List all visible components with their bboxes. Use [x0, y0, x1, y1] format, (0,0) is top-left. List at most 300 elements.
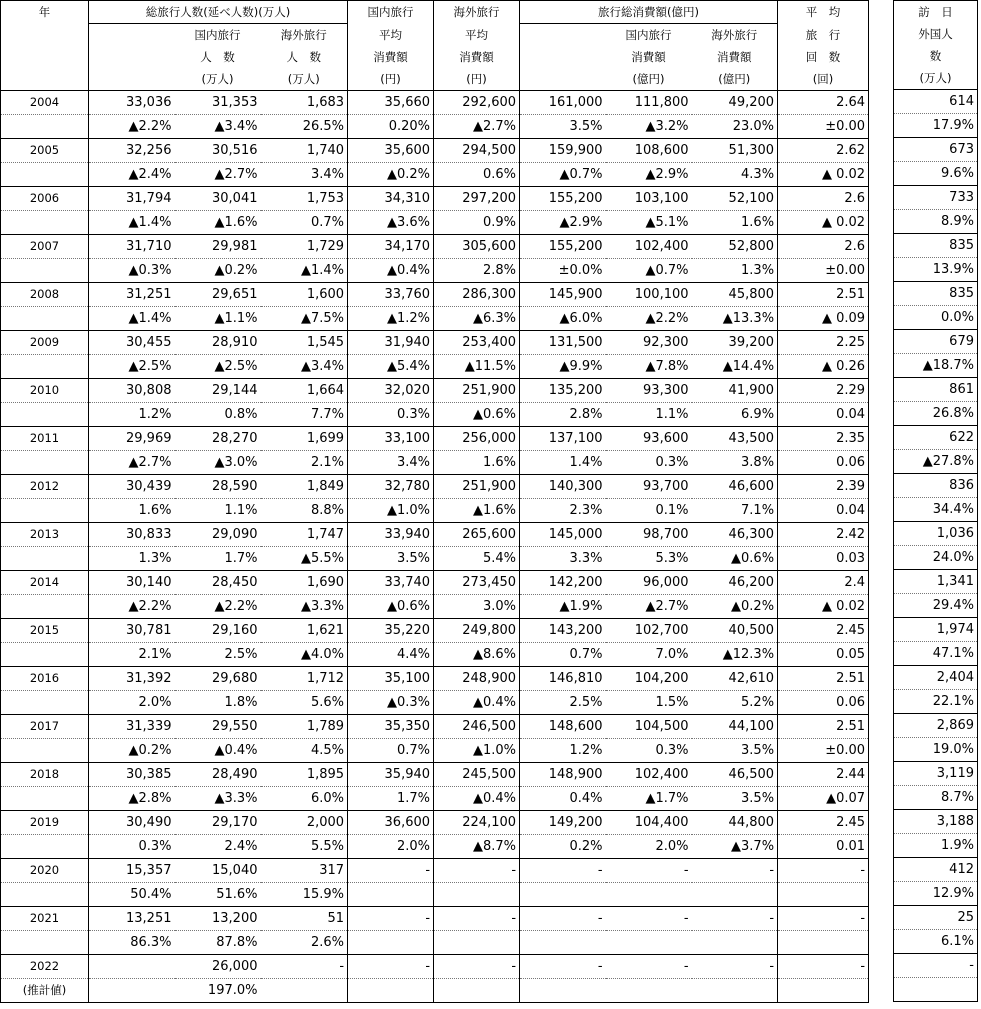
change-cell: 0.9%: [434, 211, 520, 235]
change-cell: 1.2%: [89, 403, 175, 427]
visitors-value-cell: 2,869: [894, 714, 978, 738]
value-cell: 131,500: [520, 331, 606, 355]
change-cell: ▲2.2%: [606, 307, 692, 331]
value-cell: -: [434, 907, 520, 931]
value-cell: -: [606, 955, 692, 979]
change-cell: ▲1.4%: [261, 259, 348, 283]
visitors-value-cell: 861: [894, 378, 978, 402]
visitors-change-cell: 17.9%: [894, 114, 978, 138]
value-cell: 142,200: [520, 571, 606, 595]
header-overseas-spend-3: (億円): [692, 68, 778, 91]
header-domestic-spend-1: 国内旅行: [625, 28, 672, 42]
value-cell: -: [434, 859, 520, 883]
change-cell: ▲ 0.26: [778, 355, 869, 379]
visitors-change-cell: 8.9%: [894, 210, 978, 234]
change-cell: 0.6%: [434, 163, 520, 187]
value-cell: -: [520, 955, 606, 979]
value-cell: 1,683: [261, 91, 348, 115]
table-row: [1, 475, 869, 499]
header-domestic-avg-3: 消費額: [348, 46, 434, 68]
visitors-value-cell: 3,119: [894, 762, 978, 786]
value-cell: 2.39: [778, 475, 869, 499]
value-cell: 100,100: [606, 283, 692, 307]
year-cell: 2013: [1, 523, 89, 547]
value-cell: 1,621: [261, 619, 348, 643]
change-cell: ▲7.8%: [606, 355, 692, 379]
value-cell: 1,699: [261, 427, 348, 451]
year-note-cell: [1, 931, 89, 955]
change-cell: 7.0%: [606, 643, 692, 667]
value-cell: -: [434, 955, 520, 979]
visitors-change-cell: 19.0%: [894, 738, 978, 762]
visitors-value-cell: 25: [894, 906, 978, 930]
change-cell: 23.0%: [692, 115, 778, 139]
change-cell: ▲0.4%: [434, 691, 520, 715]
year-cell: 2017: [1, 715, 89, 739]
change-cell: 1.8%: [175, 691, 261, 715]
value-cell: 44,100: [692, 715, 778, 739]
value-cell: 2.6: [778, 235, 869, 259]
visitors-change-cell: 12.9%: [894, 882, 978, 906]
change-cell: 0.03: [778, 547, 869, 571]
change-cell: 0.3%: [348, 403, 434, 427]
change-cell: ▲0.4%: [175, 739, 261, 763]
value-cell: 292,600: [434, 91, 520, 115]
value-cell: 33,940: [348, 523, 434, 547]
change-cell: [348, 979, 434, 1003]
value-cell: 31,339: [89, 715, 175, 739]
value-cell: 2.4: [778, 571, 869, 595]
table-row-change: [1, 451, 869, 475]
value-cell: 30,385: [89, 763, 175, 787]
change-cell: ▲1.0%: [348, 499, 434, 523]
change-cell: [520, 883, 606, 907]
value-cell: 28,910: [175, 331, 261, 355]
change-cell: ▲2.7%: [606, 595, 692, 619]
value-cell: 251,900: [434, 475, 520, 499]
change-cell: [348, 931, 434, 955]
table-row: [1, 667, 869, 691]
value-cell: 137,100: [520, 427, 606, 451]
year-cell: 2022: [1, 955, 89, 979]
value-cell: 33,100: [348, 427, 434, 451]
value-cell: -: [692, 907, 778, 931]
visitors-change-cell: ▲27.8%: [894, 450, 978, 474]
change-cell: 1.3%: [692, 259, 778, 283]
value-cell: 46,500: [692, 763, 778, 787]
change-cell: ▲1.4%: [89, 307, 175, 331]
change-cell: ▲6.0%: [520, 307, 606, 331]
value-cell: 2.29: [778, 379, 869, 403]
year-note-cell: [1, 691, 89, 715]
change-cell: 50.4%: [89, 883, 175, 907]
table-row-change: [1, 691, 869, 715]
visitors-row: [894, 378, 978, 402]
table-row: [1, 619, 869, 643]
change-cell: 1.6%: [434, 451, 520, 475]
change-cell: ±0.0%: [520, 259, 606, 283]
change-cell: [348, 883, 434, 907]
change-cell: ▲2.5%: [175, 355, 261, 379]
visitors-row: [894, 714, 978, 738]
header-year: 年: [1, 1, 89, 24]
value-cell: 30,439: [89, 475, 175, 499]
change-cell: 1.2%: [520, 739, 606, 763]
change-cell: ▲3.3%: [175, 787, 261, 811]
change-cell: ▲0.4%: [434, 787, 520, 811]
table-row-change: [1, 547, 869, 571]
visitors-row-change: [894, 402, 978, 426]
value-cell: 2.35: [778, 427, 869, 451]
header-overseas-avg-2: 平均: [434, 24, 520, 47]
table-row: [1, 235, 869, 259]
header-domestic-avg-2: 平均: [348, 24, 434, 47]
change-cell: 2.1%: [89, 643, 175, 667]
value-cell: -: [606, 907, 692, 931]
value-cell: 31,710: [89, 235, 175, 259]
visitors-row-change: [894, 306, 978, 330]
header-overseas-count-1: 海外旅行: [261, 24, 348, 47]
visitors-value-cell: -: [894, 954, 978, 978]
year-cell: 2004: [1, 91, 89, 115]
year-cell: 2007: [1, 235, 89, 259]
change-cell: 3.5%: [348, 547, 434, 571]
year-note-cell: [1, 787, 89, 811]
value-cell: 1,690: [261, 571, 348, 595]
change-cell: ▲2.7%: [175, 163, 261, 187]
value-cell: 31,940: [348, 331, 434, 355]
change-cell: ▲5.1%: [606, 211, 692, 235]
visitors-row-change: [894, 258, 978, 282]
change-cell: [692, 883, 778, 907]
change-cell: 0.04: [778, 499, 869, 523]
visitors-row: [894, 186, 978, 210]
value-cell: 155,200: [520, 187, 606, 211]
value-cell: 1,753: [261, 187, 348, 211]
change-cell: [692, 931, 778, 955]
inbound-visitors-table: [893, 0, 978, 1002]
visitors-value-cell: 622: [894, 426, 978, 450]
change-cell: 0.05: [778, 643, 869, 667]
change-cell: ▲0.07: [778, 787, 869, 811]
value-cell: -: [692, 955, 778, 979]
change-cell: 3.4%: [348, 451, 434, 475]
table-body: [1, 91, 869, 1003]
value-cell: 46,600: [692, 475, 778, 499]
value-cell: 251,900: [434, 379, 520, 403]
value-cell: 35,660: [348, 91, 434, 115]
value-cell: 135,200: [520, 379, 606, 403]
visitors-row-change: [894, 690, 978, 714]
value-cell: 265,600: [434, 523, 520, 547]
value-cell: 29,550: [175, 715, 261, 739]
change-cell: ±0.00: [778, 259, 869, 283]
year-note-cell: [1, 595, 89, 619]
value-cell: 149,200: [520, 811, 606, 835]
change-cell: ▲6.3%: [434, 307, 520, 331]
change-cell: ▲1.9%: [520, 595, 606, 619]
value-cell: -: [520, 907, 606, 931]
year-cell: 2014: [1, 571, 89, 595]
value-cell: 103,100: [606, 187, 692, 211]
value-cell: 32,020: [348, 379, 434, 403]
value-cell: 35,100: [348, 667, 434, 691]
header-overseas-avg-1: 海外旅行: [434, 1, 520, 24]
change-cell: 0.8%: [175, 403, 261, 427]
change-cell: ▲0.7%: [606, 259, 692, 283]
visitors-row: [894, 666, 978, 690]
value-cell: 40,500: [692, 619, 778, 643]
value-cell: 30,490: [89, 811, 175, 835]
value-cell: 29,680: [175, 667, 261, 691]
change-cell: ▲0.6%: [434, 403, 520, 427]
change-cell: 3.5%: [692, 787, 778, 811]
value-cell: 2.51: [778, 715, 869, 739]
table-row-change: [1, 259, 869, 283]
visitors-change-cell: 47.1%: [894, 642, 978, 666]
change-cell: [434, 883, 520, 907]
visitors-value-cell: 1,036: [894, 522, 978, 546]
visitors-row: [894, 282, 978, 306]
value-cell: 246,500: [434, 715, 520, 739]
value-cell: 93,600: [606, 427, 692, 451]
visitors-change-cell: 8.7%: [894, 786, 978, 810]
visitors-value-cell: 679: [894, 330, 978, 354]
change-cell: 0.06: [778, 451, 869, 475]
header-overseas-avg-3: 消費額: [434, 46, 520, 68]
change-cell: 3.5%: [692, 739, 778, 763]
year-cell: 2008: [1, 283, 89, 307]
table-row-change: [1, 835, 869, 859]
year-cell: 2018: [1, 763, 89, 787]
visitors-value-cell: 733: [894, 186, 978, 210]
change-cell: ▲3.6%: [348, 211, 434, 235]
value-cell: 2.62: [778, 139, 869, 163]
year-note-cell: [1, 739, 89, 763]
header-domestic-count-3: (万人): [175, 68, 261, 91]
change-cell: [778, 883, 869, 907]
value-cell: 104,200: [606, 667, 692, 691]
year-note-cell: [1, 211, 89, 235]
value-cell: 42,610: [692, 667, 778, 691]
visitors-row-change: [894, 882, 978, 906]
change-cell: ▲5.5%: [261, 547, 348, 571]
change-cell: ▲0.2%: [89, 739, 175, 763]
table-row-change: [1, 355, 869, 379]
value-cell: 31,392: [89, 667, 175, 691]
change-cell: 0.3%: [89, 835, 175, 859]
table-row: [1, 427, 869, 451]
value-cell: 2.51: [778, 667, 869, 691]
visitors-row: [894, 906, 978, 930]
value-cell: -: [606, 859, 692, 883]
year-cell: 2020: [1, 859, 89, 883]
value-cell: 317: [261, 859, 348, 883]
value-cell: 13,200: [175, 907, 261, 931]
value-cell: 30,808: [89, 379, 175, 403]
header-overseas-count-3: (万人): [261, 68, 348, 91]
header-avg-trips-4: (回): [778, 68, 869, 91]
change-cell: 2.5%: [175, 643, 261, 667]
visitors-row: [894, 954, 978, 978]
value-cell: 30,516: [175, 139, 261, 163]
value-cell: 35,220: [348, 619, 434, 643]
table-row: [1, 955, 869, 979]
visitors-change-cell: 22.1%: [894, 690, 978, 714]
visitors-change-cell: 1.9%: [894, 834, 978, 858]
change-cell: 0.04: [778, 403, 869, 427]
year-cell: 2005: [1, 139, 89, 163]
visitors-row-change: [894, 354, 978, 378]
table-row: [1, 811, 869, 835]
value-cell: 28,490: [175, 763, 261, 787]
value-cell: 43,500: [692, 427, 778, 451]
change-cell: 86.3%: [89, 931, 175, 955]
change-cell: ▲2.8%: [89, 787, 175, 811]
year-cell: 2010: [1, 379, 89, 403]
value-cell: 1,740: [261, 139, 348, 163]
value-cell: -: [778, 955, 869, 979]
value-cell: 31,251: [89, 283, 175, 307]
visitors-change-cell: 24.0%: [894, 546, 978, 570]
value-cell: 294,500: [434, 139, 520, 163]
value-cell: 1,849: [261, 475, 348, 499]
change-cell: 2.6%: [261, 931, 348, 955]
change-cell: ▲13.3%: [692, 307, 778, 331]
year-note-cell: [1, 451, 89, 475]
change-cell: ▲0.7%: [520, 163, 606, 187]
value-cell: 305,600: [434, 235, 520, 259]
change-cell: 8.8%: [261, 499, 348, 523]
change-cell: 5.3%: [606, 547, 692, 571]
change-cell: ▲2.5%: [89, 355, 175, 379]
change-cell: 4.4%: [348, 643, 434, 667]
visitors-value-cell: 1,974: [894, 618, 978, 642]
value-cell: -: [692, 859, 778, 883]
change-cell: 1.3%: [89, 547, 175, 571]
table-row: [1, 859, 869, 883]
header-overseas-spend-2: 消費額: [692, 46, 778, 68]
value-cell: 148,600: [520, 715, 606, 739]
table-row-change: [1, 211, 869, 235]
change-cell: ±0.00: [778, 739, 869, 763]
header-domestic-count-1: 国内旅行: [194, 28, 241, 42]
value-cell: 29,160: [175, 619, 261, 643]
value-cell: 161,000: [520, 91, 606, 115]
change-cell: 3.3%: [520, 547, 606, 571]
value-cell: 26,000: [175, 955, 261, 979]
change-cell: 0.20%: [348, 115, 434, 139]
change-cell: 1.4%: [520, 451, 606, 475]
value-cell: 1,729: [261, 235, 348, 259]
change-cell: 2.5%: [520, 691, 606, 715]
value-cell: 1,600: [261, 283, 348, 307]
header-overseas-avg-4: (円): [434, 68, 520, 91]
value-cell: 29,651: [175, 283, 261, 307]
change-cell: ▲2.2%: [89, 115, 175, 139]
value-cell: 33,036: [89, 91, 175, 115]
table-row-change: [1, 595, 869, 619]
change-cell: 2.8%: [520, 403, 606, 427]
table-row: [1, 187, 869, 211]
change-cell: ▲7.5%: [261, 307, 348, 331]
visitors-row-change: [894, 114, 978, 138]
change-cell: ▲2.4%: [89, 163, 175, 187]
table-row-change: [1, 403, 869, 427]
year-cell: 2019: [1, 811, 89, 835]
table-row-change: [1, 115, 869, 139]
change-cell: ▲8.6%: [434, 643, 520, 667]
change-cell: [606, 883, 692, 907]
value-cell: 140,300: [520, 475, 606, 499]
value-cell: 108,600: [606, 139, 692, 163]
change-cell: [778, 931, 869, 955]
change-cell: [606, 979, 692, 1003]
table-row-change: [1, 163, 869, 187]
year-note-cell: (推計値): [1, 979, 89, 1003]
header-domestic-avg-1: 国内旅行: [348, 1, 434, 24]
change-cell: 15.9%: [261, 883, 348, 907]
change-cell: 3.8%: [692, 451, 778, 475]
value-cell: 51,300: [692, 139, 778, 163]
visitors-value-cell: 3,188: [894, 810, 978, 834]
change-cell: 0.3%: [606, 739, 692, 763]
value-cell: 28,450: [175, 571, 261, 595]
change-cell: 0.4%: [520, 787, 606, 811]
visitors-header: [894, 1, 978, 90]
change-cell: 3.0%: [434, 595, 520, 619]
change-cell: 26.5%: [261, 115, 348, 139]
change-cell: ▲0.2%: [175, 259, 261, 283]
value-cell: 2.45: [778, 619, 869, 643]
value-cell: 2.25: [778, 331, 869, 355]
year-note-cell: [1, 403, 89, 427]
table-row-change: [1, 931, 869, 955]
value-cell: 28,270: [175, 427, 261, 451]
change-cell: 4.3%: [692, 163, 778, 187]
value-cell: 28,590: [175, 475, 261, 499]
year-note-cell: [1, 259, 89, 283]
change-cell: 2.8%: [434, 259, 520, 283]
header-domestic-count-2: 人 数: [200, 50, 235, 64]
value-cell: 245,500: [434, 763, 520, 787]
change-cell: 1.1%: [606, 403, 692, 427]
value-cell: 30,781: [89, 619, 175, 643]
value-cell: 1,747: [261, 523, 348, 547]
change-cell: ▲3.3%: [261, 595, 348, 619]
change-cell: ▲2.2%: [89, 595, 175, 619]
value-cell: 1,712: [261, 667, 348, 691]
visitors-row: [894, 330, 978, 354]
change-cell: ▲1.6%: [175, 211, 261, 235]
value-cell: 1,545: [261, 331, 348, 355]
change-cell: 0.01: [778, 835, 869, 859]
value-cell: 2.64: [778, 91, 869, 115]
change-cell: 0.7%: [348, 739, 434, 763]
change-cell: ▲3.0%: [175, 451, 261, 475]
value-cell: 52,100: [692, 187, 778, 211]
visitors-value-cell: 835: [894, 234, 978, 258]
change-cell: ▲2.7%: [434, 115, 520, 139]
value-cell: 33,740: [348, 571, 434, 595]
value-cell: 29,981: [175, 235, 261, 259]
table-row: [1, 523, 869, 547]
header-visitors-4: (万人): [894, 67, 978, 90]
year-note-cell: [1, 163, 89, 187]
visitors-change-cell: 9.6%: [894, 162, 978, 186]
value-cell: 35,600: [348, 139, 434, 163]
header-avg-trips-2: 旅 行: [778, 24, 869, 47]
